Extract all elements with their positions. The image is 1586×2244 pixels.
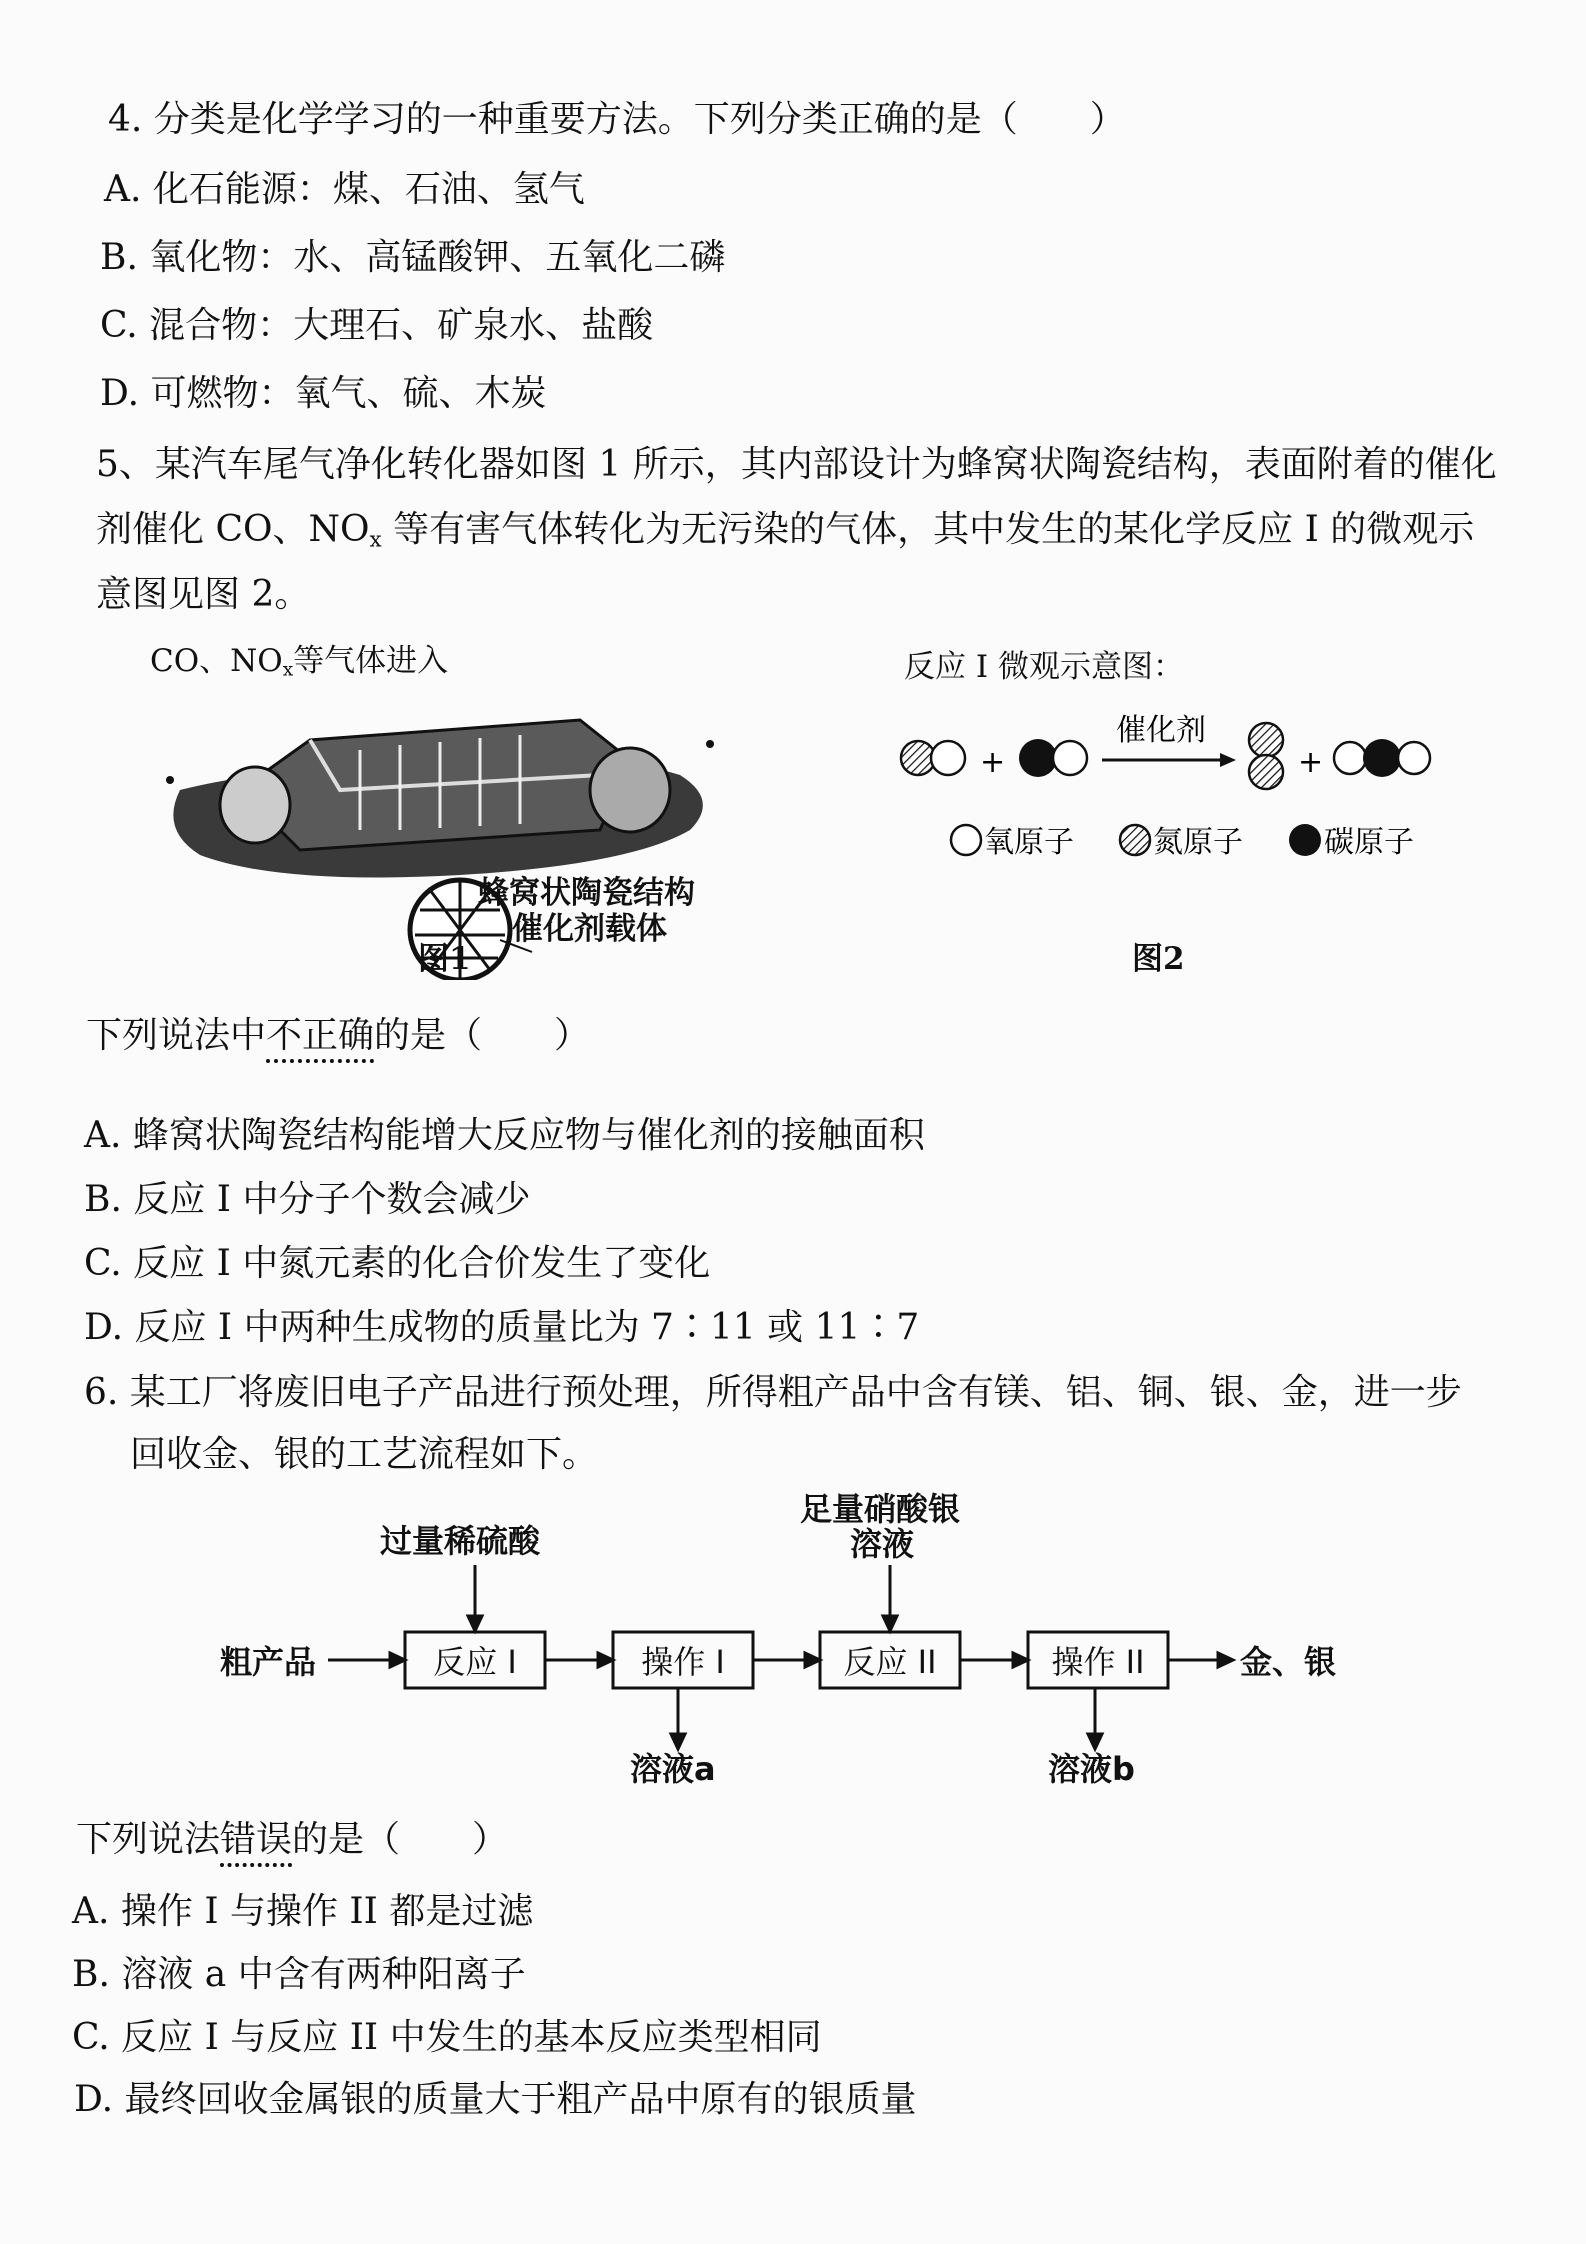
fig1-top-label: CO、$NO_x$等气体进入 [150,643,449,681]
box-operation-2-label: 操作 II [1051,1643,1145,1681]
q6-option-b: B. 溶液 a 中含有两种阳离子 [72,1954,526,1995]
box-reaction-2-label: 反应 II [843,1643,937,1681]
solution-b-label: 溶液b [1048,1750,1135,1788]
box-operation-1-label: 操作 I [641,1643,725,1681]
q5-stem-line2: 剂催化 CO、$NO_x$ 等有害气体转化为无污染的气体，其中发生的某化学反应 I 的微观示 [96,509,1475,553]
fig2-caption: 图2 [1132,941,1185,977]
fig1-caption: 图1 [418,941,471,977]
process-flow-diagram [200,1490,1380,1800]
legend-nitrogen: 氮原子 [1153,825,1243,860]
solution-a-label: 溶液a [630,1750,716,1788]
output-gold-silver: 金、银 [1240,1643,1337,1681]
q5-option-b: B. 反应 I 中分子个数会减少 [84,1179,531,1220]
plus-sign-1: + [980,745,1006,780]
reagent-silver-nitrate-line1: 足量硝酸银 [800,1490,961,1528]
q6-question: 下列说法错误的是（ ） [76,1819,509,1860]
legend-oxygen: 氧原子 [984,825,1074,860]
fig1-callout-line1: 蜂窝状陶瓷结构 [478,875,695,911]
q6-stem-line2: 回收金、银的工艺流程如下。 [130,1434,599,1475]
catalyst-label: 催化剂 [1116,713,1206,748]
q5-option-c: C. 反应 I 中氮元素的化合价发生了变化 [84,1243,711,1284]
q5-stem-line1: 5、某汽车尾气净化转化器如图 1 所示，其内部设计为蜂窝状陶瓷结构，表面附着的催化 [96,444,1497,485]
q5-question: 下列说法中不正确的是（ ） [86,1015,591,1056]
reagent-dilute-sulfuric-acid: 过量稀硫酸 [380,1522,541,1560]
plus-sign-2: + [1298,745,1324,780]
q6-option-a: A. 操作 I 与操作 II 都是过滤 [72,1891,534,1932]
q5-stem-line3: 意图见图 2。 [96,574,311,615]
q6-option-c: C. 反应 I 与反应 II 中发生的基本反应类型相同 [72,2017,822,2058]
reaction-micro-diagram [890,700,1470,860]
q6-stem-line1: 6. 某工厂将废旧电子产品进行预处理，所得粗产品中含有镁、铝、铜、银、金，进一步 [84,1372,1462,1413]
q4-option-a: A. 化石能源：煤、石油、氢气 [104,169,585,210]
reagent-silver-nitrate-line2: 溶液 [850,1525,915,1563]
fig2-title: 反应 I 微观示意图： [904,649,1184,685]
q4-stem: 4. 分类是化学学习的一种重要方法。下列分类正确的是（ ） [108,99,1126,140]
q4-option-b: B. 氧化物：水、高锰酸钾、五氧化二磷 [100,237,726,278]
q5-option-d: D. 反应 I 中两种生成物的质量比为 7∶11 或 11∶7 [84,1307,920,1348]
q6-option-d: D. 最终回收金属银的质量大于粗产品中原有的银质量 [74,2079,917,2120]
legend-carbon: 碳原子 [1324,825,1414,860]
input-crude-product: 粗产品 [220,1643,317,1681]
q5-option-a: A. 蜂窝状陶瓷结构能增大反应物与催化剂的接触面积 [84,1115,925,1156]
box-reaction-1-label: 反应 I [433,1643,517,1681]
q4-option-d: D. 可燃物：氧气、硫、木炭 [100,373,547,414]
fig1-callout-line2: 催化剂载体 [512,911,667,947]
q4-option-c: C. 混合物：大理石、矿泉水、盐酸 [100,305,654,346]
